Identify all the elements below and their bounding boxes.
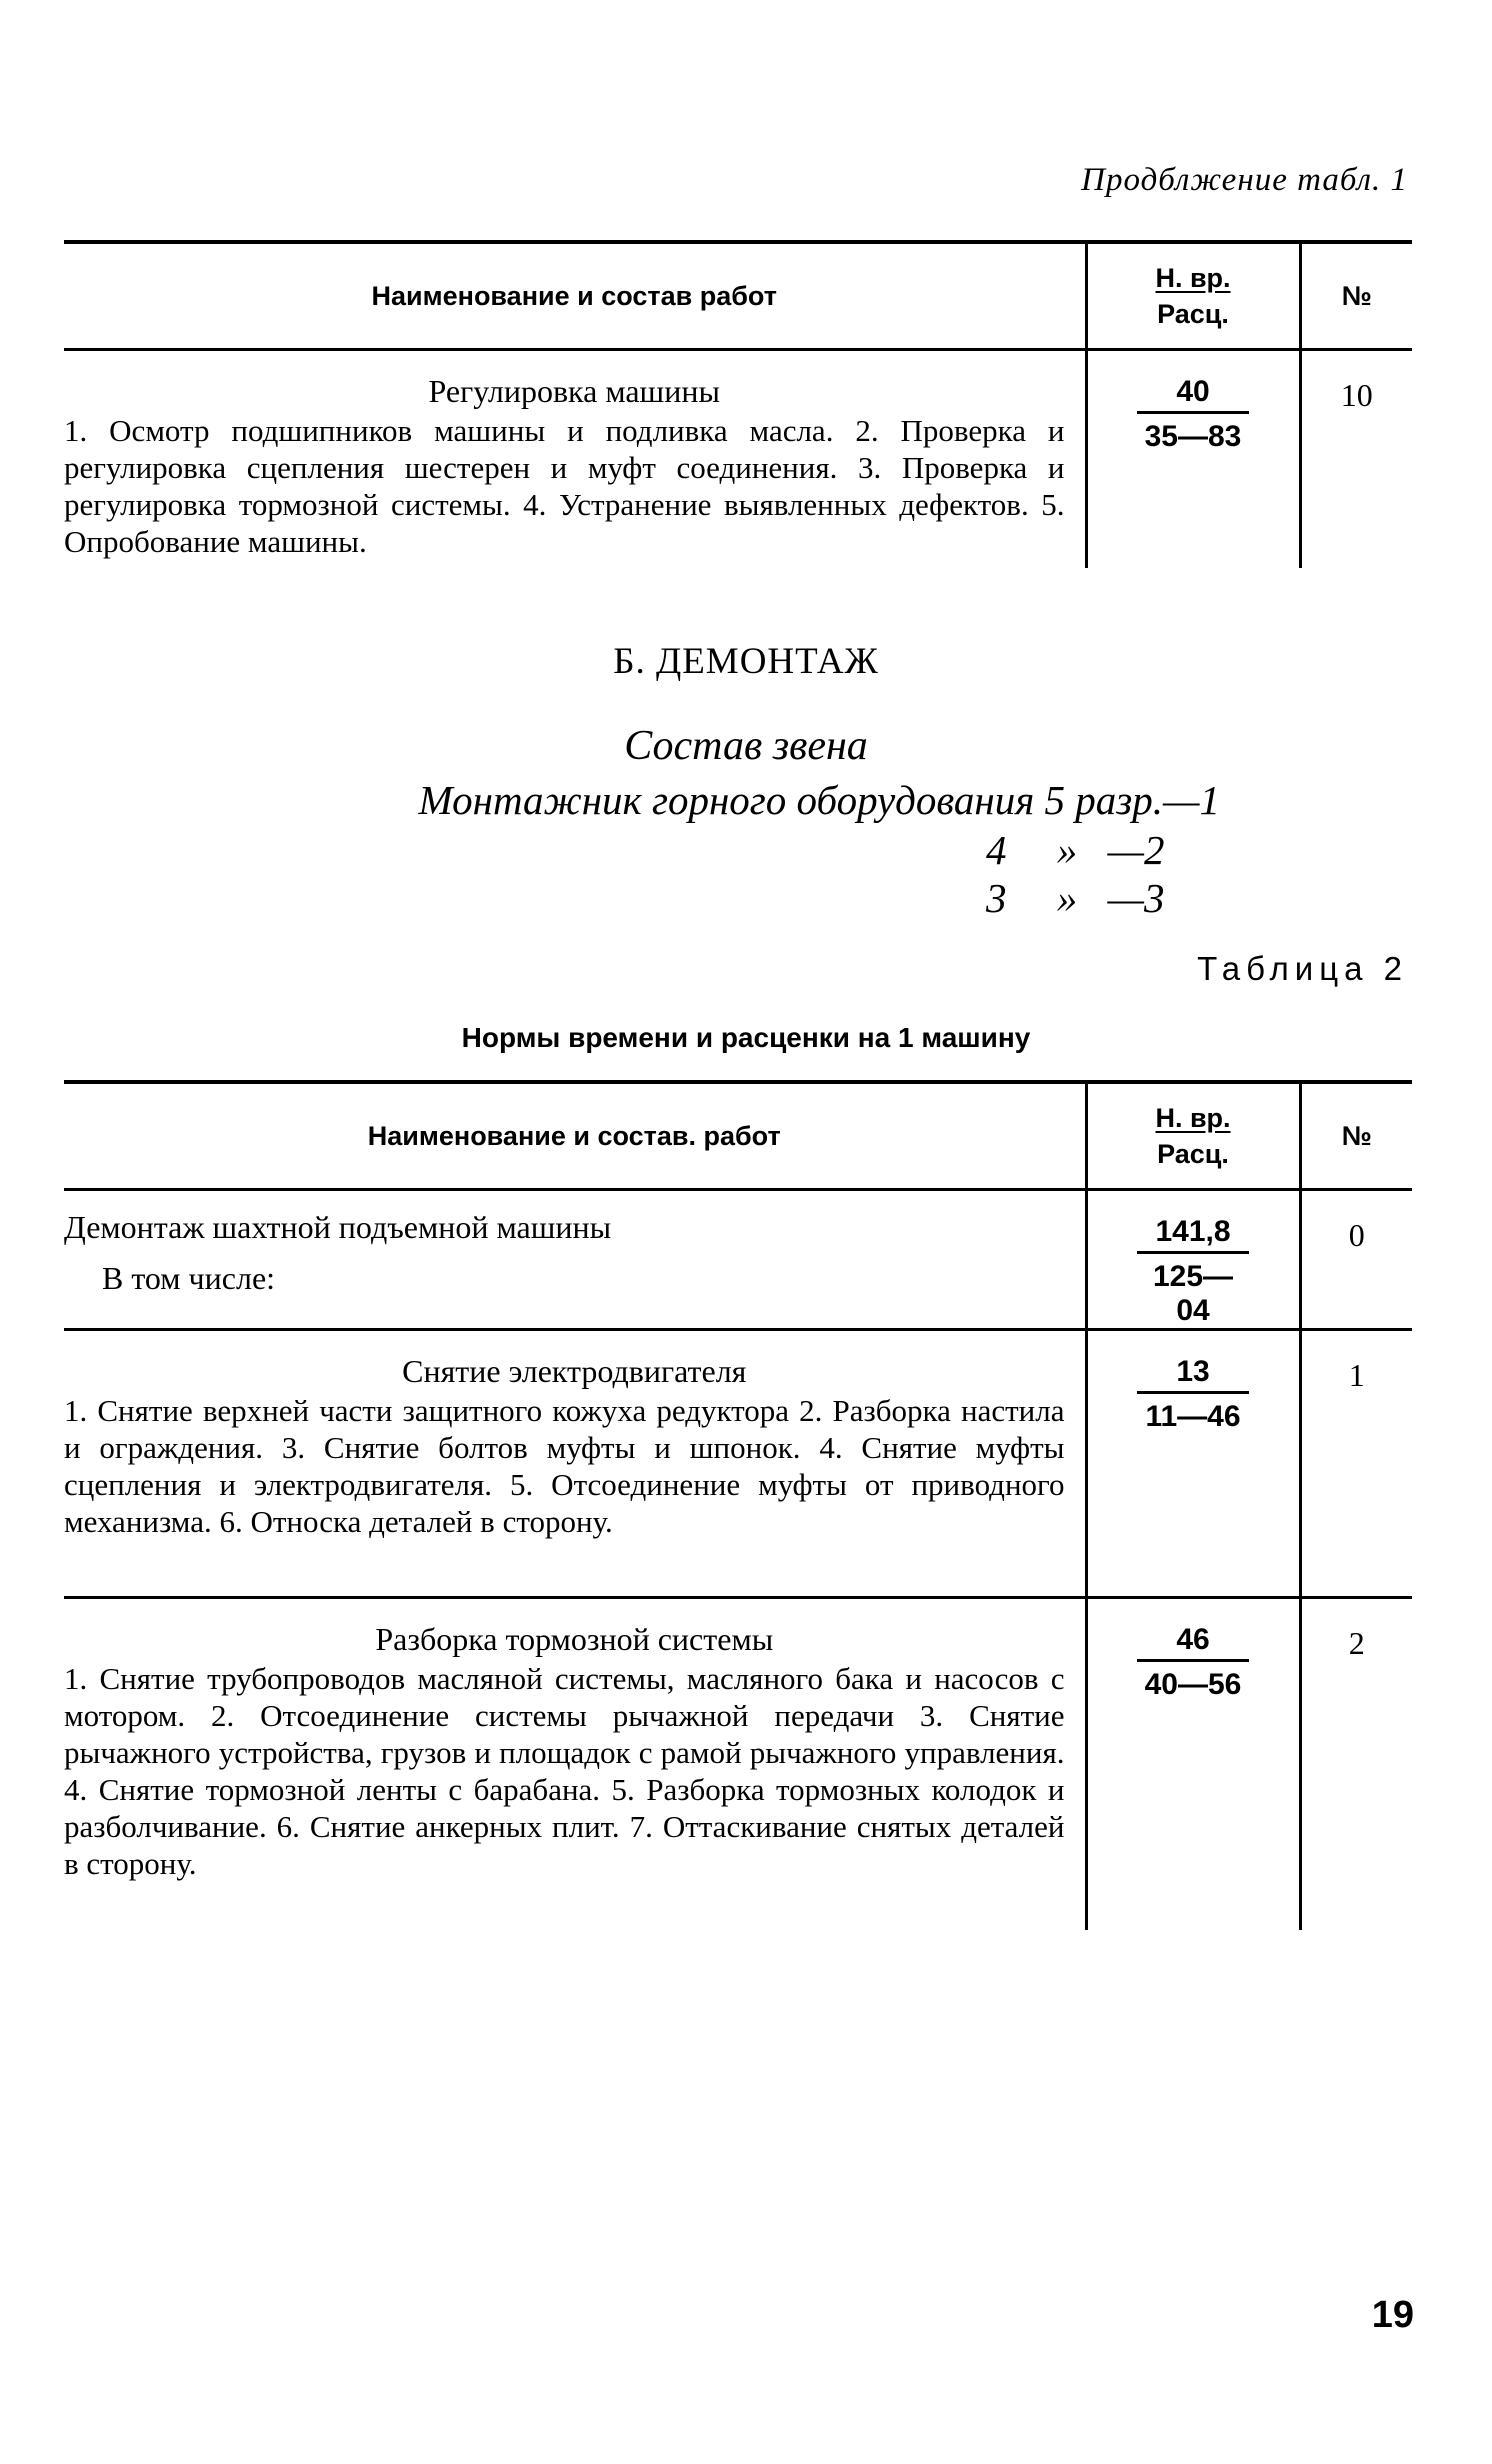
header-num: № (1300, 1082, 1412, 1190)
work-title: Разборка тормозной системы (375, 1621, 774, 1657)
page-number: 19 (1371, 2294, 1414, 2336)
table-row (64, 1190, 1412, 1330)
header-num: № (1300, 242, 1412, 350)
row-number: 2 (1348, 1625, 1365, 1661)
crew-line-3: 3 » —3 (986, 875, 1165, 921)
crew-title: Состав звена (624, 723, 868, 769)
header-name: Наименование и состав. работ (64, 1082, 1086, 1190)
header-name: Наименование и состав работ (64, 242, 1086, 350)
row-number: 0 (1348, 1217, 1365, 1253)
norm-rate-fraction: 46 40—56 (1137, 1623, 1249, 1702)
work-subtitle: В том числе: (102, 1260, 276, 1296)
work-title: Регулировка машины (428, 373, 720, 409)
row-number: 1 (1348, 1357, 1365, 1393)
table-label: Таблица 2 (1197, 950, 1408, 987)
norm-rate-fraction: 13 11—46 (1137, 1355, 1249, 1434)
table-2 (64, 1080, 1412, 1930)
work-description: 1. Снятие трубопроводов масляной системы, масляного бака и насосов с мотором. 2. Отсоединение системы рычажной передачи 3. Снятие рычажного устройства, грузов и площадок с рамой рычажного управления. 4. Снятие тормозной ленты с барабана. 5. Разборка тормозных колодок и разболчивание. 6. Снятие анкерных плит. 7. Оттаскивание снятых деталей в сторону. (64, 1661, 1065, 1881)
work-description: 1. Осмотр подшипников машины и подливка масла. 2. Проверка и регулировка сцепления шестерен и муфт соединения. 3. Проверка и регулировка тормозной системы. 4. Устранение выявленных дефектов. 5. Опробование машины. (64, 413, 1065, 559)
work-title: Демонтаж шахтной подъемной машины (64, 1209, 612, 1245)
crew-line-1: Монтажник горного оборудования 5 разр.—1 (418, 777, 1220, 823)
table-row (64, 1598, 1412, 1930)
table-row (64, 1330, 1412, 1598)
work-description: 1. Снятие верхней части защитного кожуха редуктора 2. Разборка настила и ограждения. 3. Снятие болтов муфты и шпонок. 4. Снятие муфты сцепления и электродвигателя. 5. Отсоединение муфты от приводного механизма. 6. Относка деталей в сторону. (64, 1393, 1065, 1539)
continuation-note: Продблжение табл. 1 (1081, 162, 1408, 198)
header-norm-rate: Н. вр. Расц. (1086, 1082, 1300, 1190)
table-1 (64, 240, 1412, 568)
table-title: Нормы времени и расценки на 1 машину (461, 1022, 1031, 1053)
table-1-header (64, 242, 1412, 350)
table-2-header (64, 1082, 1412, 1190)
table-row (64, 350, 1412, 568)
norm-rate-fraction: 40 35—83 (1137, 375, 1249, 454)
work-title: Снятие электродвигателя (402, 1353, 747, 1389)
norm-rate-fraction: 141,8 125—04 (1137, 1215, 1249, 1328)
header-norm-rate: Н. вр. Расц. (1086, 242, 1300, 350)
row-number: 10 (1340, 377, 1373, 413)
crew-line-2: 4 » —2 (986, 827, 1165, 873)
section-title: Б. ДЕМОНТАЖ (613, 641, 879, 682)
